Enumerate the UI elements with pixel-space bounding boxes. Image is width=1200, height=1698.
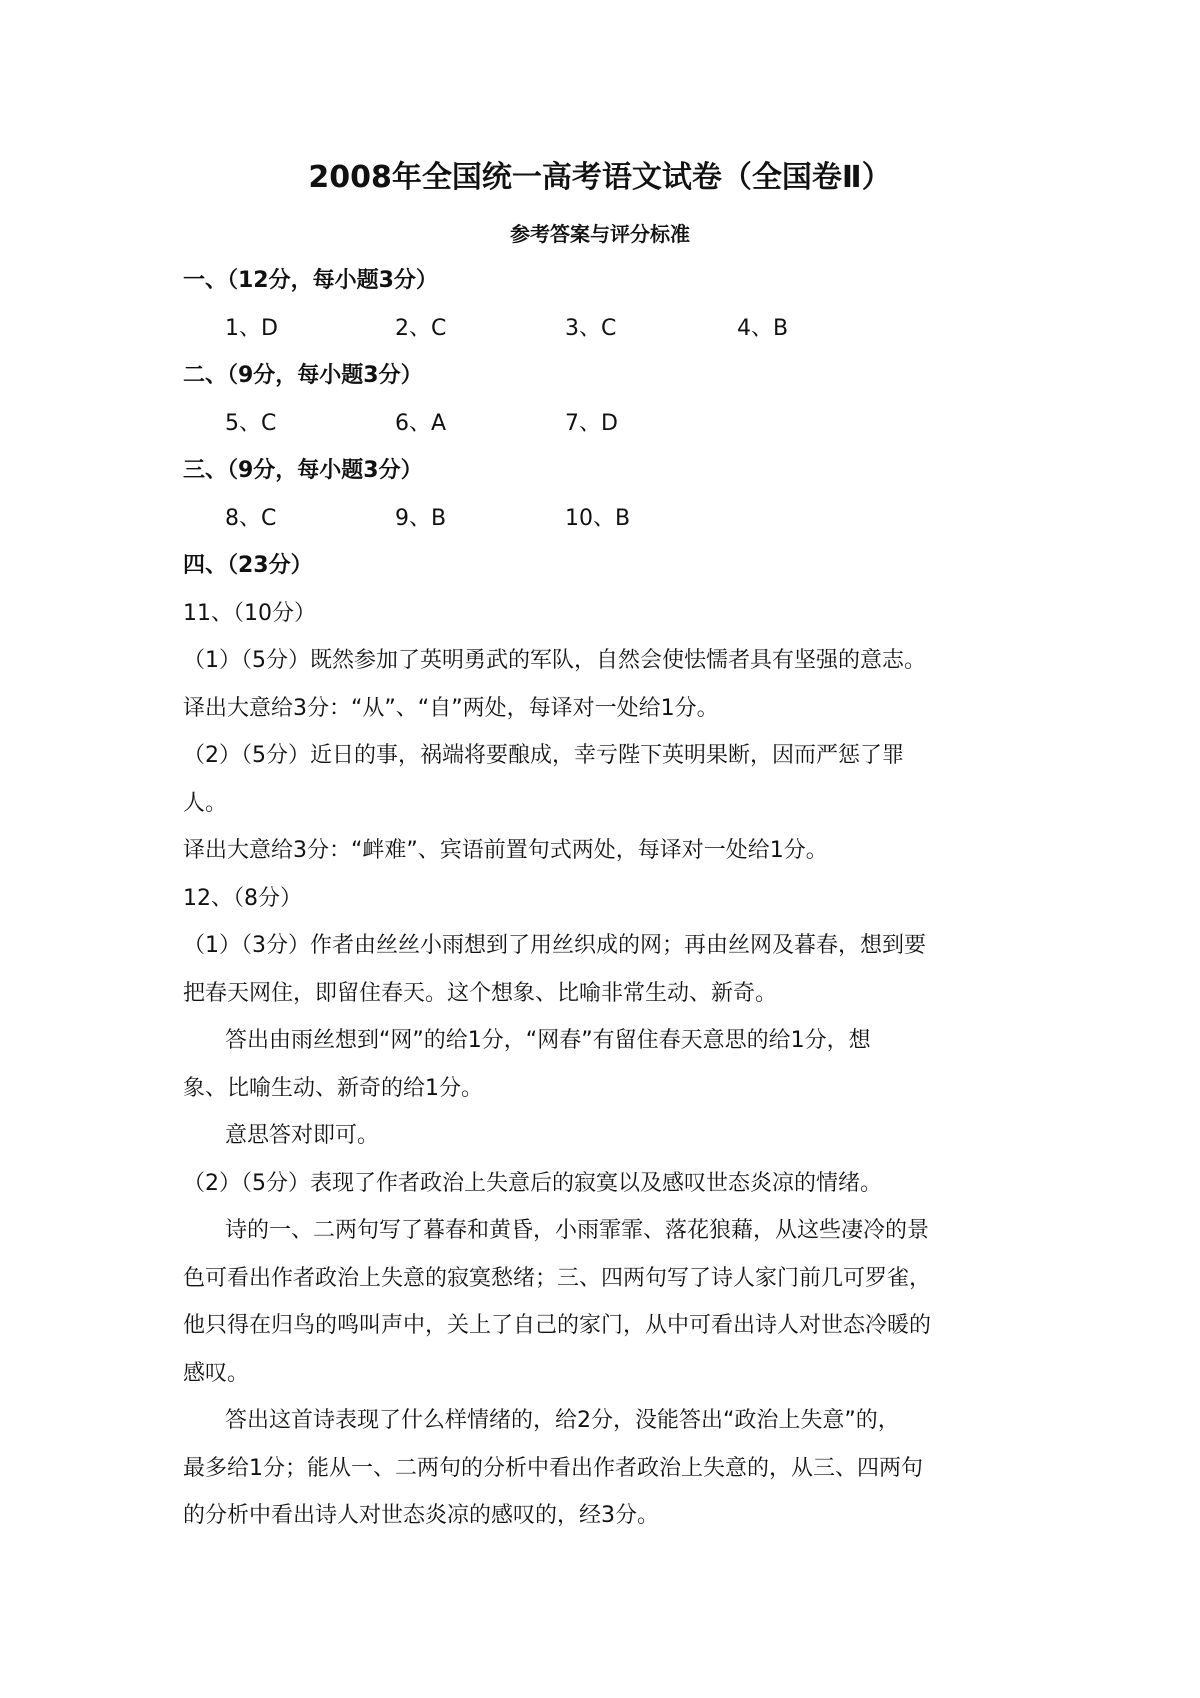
text-line: （2）（5分）近日的事，祸端将要酿成，幸亏陛下英明果断，因而严惩了罪	[183, 743, 904, 768]
answer-item: 10、B	[565, 506, 631, 531]
text-line: 把春天网住，即留住春天。这个想象、比喻非常生动、新奇。	[183, 981, 778, 1006]
text-line: 最多给1分；能从一、二两句的分析中看出作者政治上失意的，从三、四两句	[183, 1456, 923, 1481]
answer-item: 3、C	[565, 316, 617, 341]
section-heading-2: 二、（9分，每小题3分）	[183, 363, 423, 388]
text-line: （1）（5分）既然参加了英明勇武的军队，自然会使怯懦者具有坚强的意志。	[183, 648, 926, 673]
section-heading-1: 一、（12分，每小题3分）	[183, 268, 438, 293]
answer-item: 7、D	[565, 411, 618, 436]
text-line: 译出大意给3分：“从”、“自”两处，每译对一处给1分。	[183, 696, 719, 721]
section-heading-4: 四、（23分）	[183, 553, 313, 578]
question-number-12: 12、（8分）	[183, 886, 302, 911]
text-line: 译出大意给3分：“衅难”、宾语前置句式两处，每译对一处给1分。	[183, 838, 828, 863]
answer-item: 4、B	[737, 316, 789, 341]
text-line: 的分析中看出诗人对世态炎凉的感叹的，经3分。	[183, 1503, 659, 1528]
section-heading-3: 三、（9分，每小题3分）	[183, 458, 423, 483]
text-line: 答出这首诗表现了什么样情绪的，给2分，没能答出“政治上失意”的，	[225, 1408, 900, 1433]
text-line: （2）（5分）表现了作者政治上失意后的寂寞以及感叹世态炎凉的情绪。	[183, 1171, 882, 1196]
text-line: 答出由雨丝想到“网”的给1分，“网春”有留住春天意思的给1分，想	[225, 1028, 871, 1053]
text-line: （1）（3分）作者由丝丝小雨想到了用丝织成的网；再由丝网及暮春，想到要	[183, 933, 926, 958]
answer-item: 6、A	[395, 411, 447, 436]
answer-item: 5、C	[225, 411, 277, 436]
text-line: 象、比喻生动、新奇的给1分。	[183, 1076, 483, 1101]
question-number-11: 11、（10分）	[183, 601, 316, 626]
text-line: 色可看出作者政治上失意的寂寞愁绪；三、四两句写了诗人家门前几可罗雀，	[183, 1266, 932, 1291]
text-line: 诗的一、二两句写了暮春和黄昏，小雨霏霏、落花狼藉，从这些凄冷的景	[225, 1218, 930, 1243]
document-title: 2008年全国统一高考语文试卷（全国卷Ⅱ）	[308, 160, 892, 195]
answer-item: 8、C	[225, 506, 277, 531]
text-line: 感叹。	[183, 1361, 250, 1386]
answer-item: 1、D	[225, 316, 278, 341]
text-line: 人。	[183, 791, 228, 816]
answer-item: 9、B	[395, 506, 447, 531]
text-line: 他只得在归鸟的鸣叫声中，关上了自己的家门，从中可看出诗人对世态冷暖的	[183, 1313, 932, 1338]
answer-item: 2、C	[395, 316, 447, 341]
document-subtitle: 参考答案与评分标准	[510, 222, 690, 246]
text-line: 意思答对即可。	[225, 1123, 380, 1148]
